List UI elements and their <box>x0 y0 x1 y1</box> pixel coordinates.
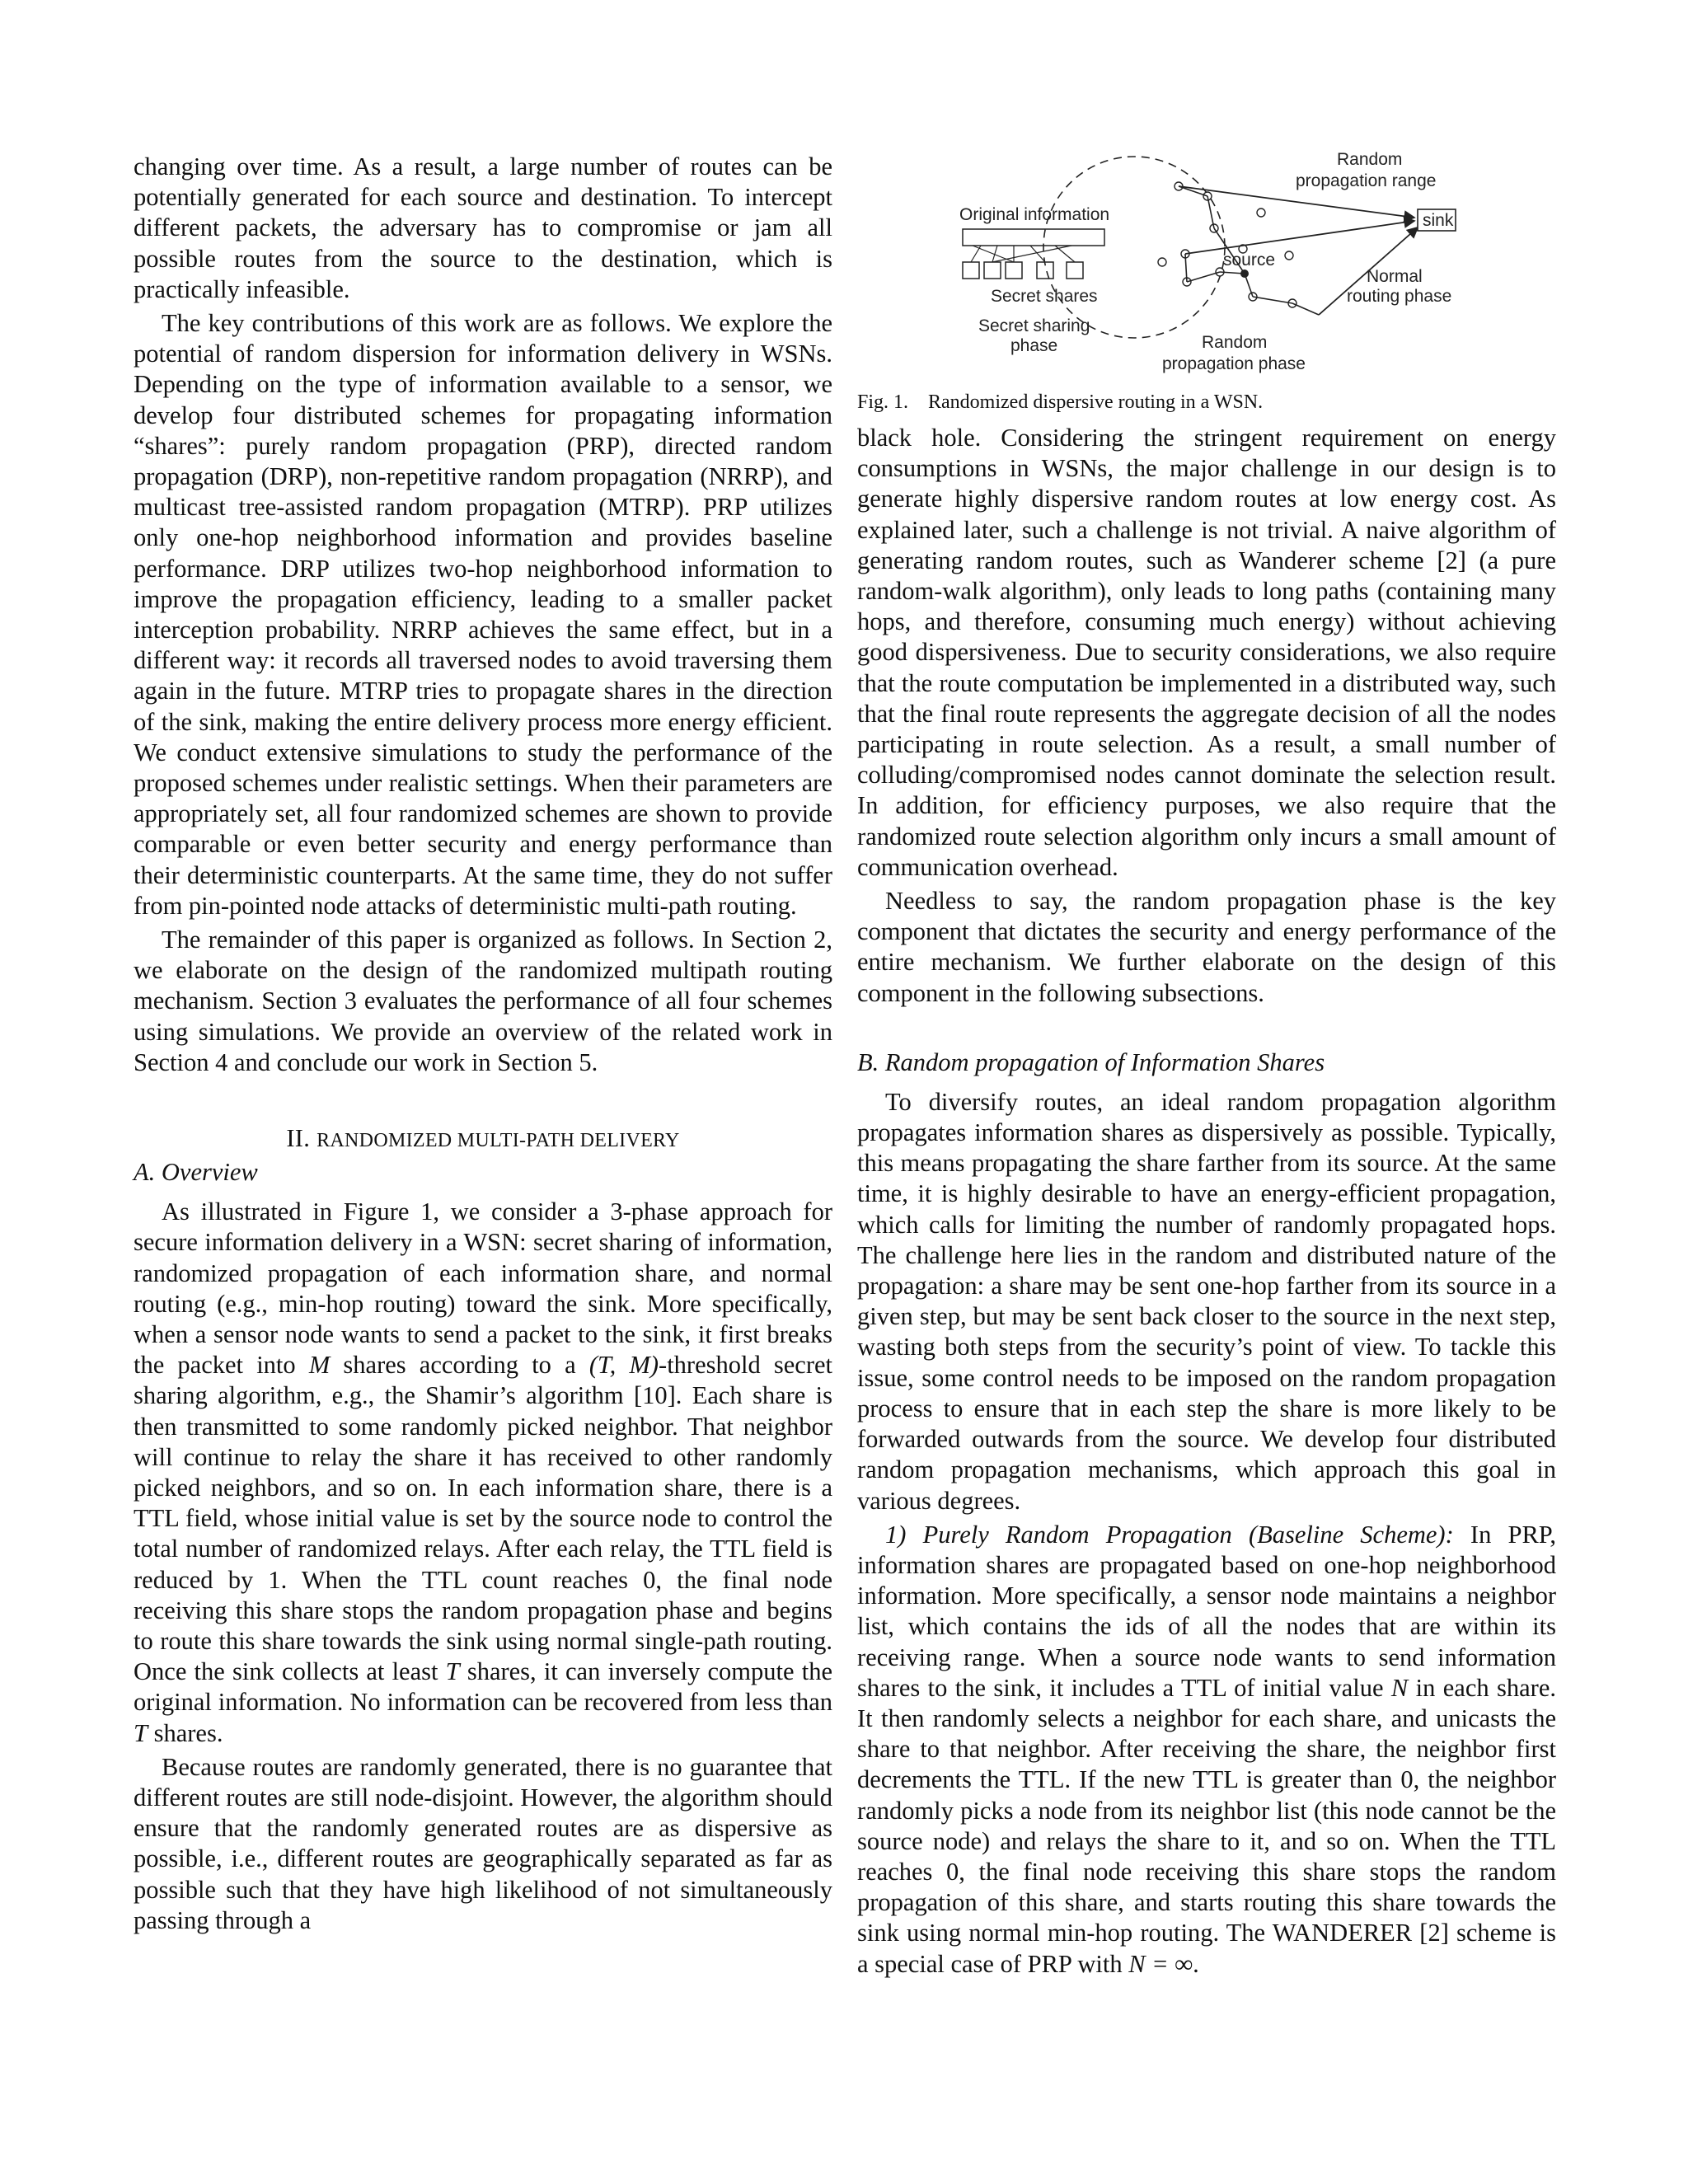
share-box <box>984 262 1001 279</box>
label-sink: sink <box>1423 211 1454 230</box>
node <box>1158 258 1166 266</box>
label-secret-sharing-phase: phase <box>1010 336 1058 355</box>
paragraph: The key contributions of this work are as follows. We explore the potential of random dispersion for information delivery in WSNs. Depending on the type of information available to a sensor, we develop four distributed schemes for propagating information “shares”: purely random propagation (PRP), directed random propagation (DRP), non-repetitive random propagation (NRRP), and multicast tree-assisted random propagation (MTRP). PRP utilizes only one-hop neighborhood information and provides baseline performance. DRP utilizes two-hop neighborhood information to improve the propagation efficiency, leading to a smaller packet interception probability. NRRP achieves the same effect, but in a different way: it records all traversed nodes to avoid traversing them again in the future. MTRP tries to propagate shares in the direction of the sink, making the entire delivery process more energy efficient. We conduct extensive simulations to study the performance of the proposed schemes under realistic settings. When their parameters are appropriately set, all four randomized schemes are shown to provide comparable or even better security and energy performance than their deterministic counterparts. At the same time, they do not suffer from pin-pointed node attacks of deterministic multi-path routing. <box>134 309 832 920</box>
label-original-information: Original information <box>959 205 1110 224</box>
dispersive-routing-diagram <box>857 142 1556 389</box>
caption-text: Randomized dispersive routing in a WSN. <box>928 391 1264 413</box>
random-propagation-range <box>1043 157 1225 338</box>
paragraph <box>134 1197 832 1749</box>
figure-caption <box>857 391 1263 414</box>
paragraph: The remainder of this paper is organized as follows. In Section 2, we elaborate on the design of the randomized multipath routing mechanism. Section 3 evaluates the performance of all four schemes using simulations. We provide an overview of the related work in Section 4 and conclude our work in Section 5. <box>134 926 832 1076</box>
share-box <box>963 262 979 279</box>
label-random-range: Random <box>1337 150 1403 169</box>
node <box>1285 251 1293 260</box>
paragraph: Because routes are randomly generated, there is no guarantee that different routes are still node-disjoint. However, the algorithm should ensure that the randomly generated routes are as dispersive as possible, i.e., different routes are geographically separated as far as possible such that they have high likelihood of not simultaneously passing through a <box>134 1752 832 1934</box>
section-title: RANDOMIZED MULTI-PATH DELIVERY <box>316 1130 680 1152</box>
paragraph: To diversify routes, an ideal random propagation algorithm propagates information shares as dispersively as possible. Typically, this means propagating the share farther from its source. At the same time, it is highly desirable to have an energy-efficient propagation, which calls for limiting the number of randomly propagated hops. The challenge here lies in the random and distributed nature of the propagation: a share may be sent one-hop farther from its source in a given step, but may be sent back closer to the source in the next step, wasting both steps from the security’s point of view. To tackle this issue, some control needs to be imposed on the random propagation process to ensure that in each step the share is more likely to be forwarded outwards from the source. We develop four distributed random propagation mechanisms, which approach this goal in various degrees. <box>857 1087 1556 1515</box>
secret-share-boxes <box>963 262 1083 279</box>
original-information-box <box>963 229 1104 246</box>
text-run: In PRP, information shares are propagated based on one-hop neighborhood information. More specifically, a sensor node maintains a neighbor list, which contains the ids of all the nodes that are within its receiving range. When a source node wants to send information shares to the sink, it includes a TTL of initial value <box>857 1520 1556 1702</box>
label-random-phase: propagation phase <box>1162 354 1306 373</box>
section-number: II. <box>286 1124 311 1153</box>
label-normal-routing: routing phase <box>1347 287 1452 306</box>
subsection-heading: B. Random propagation of Information Shares <box>857 1047 1325 1076</box>
math: N <box>1390 1673 1409 1702</box>
label-secret-sharing-phase: Secret sharing <box>978 316 1090 335</box>
math: N = ∞ <box>1128 1949 1193 1978</box>
caption-number: Fig. 1. <box>857 391 909 413</box>
text-run: in each share. It then randomly selects a neighbor for each share, and unicasts the share to that neighbor. After receiving the share, the neighbor first decrements the TTL. If the new TTL is greater than 0, the neighbor randomly picks a node from its neighbor list (this node cannot be the source node) and relays the share to it, and so on. When the TTL reaches 0, the final node receiving this share stops the random propagation of this share, and starts routing this share towards the sink using normal min-hop routing. The WANDERER [2] scheme is a special case of PRP with <box>857 1673 1556 1978</box>
text-run: shares according to a <box>330 1351 589 1380</box>
share-box <box>1006 262 1022 279</box>
paragraph: black hole. Considering the stringent requirement on energy consumptions in WSNs, the major challenge in our design is to generate highly dispersive random routes at low energy cost. As explained later, such a challenge is not trivial. A naive algorithm of generating random routes, such as Wanderer scheme [2] (a pure random-walk algorithm), only leads to long paths (containing many hops, and therefore, consuming much energy) without achieving good dispersiveness. Due to security considerations, we also require that the route computation be implemented in a distributed way, such that the final route represents the aggregate decision of all the nodes participating in route selection. As a result, a small number of colluding/compromised nodes cannot dominate the selection result. In addition, for efficiency purposes, we also require that the randomized route selection algorithm only incurs a small amount of communication overhead. <box>857 424 1556 881</box>
sharing-lines <box>971 246 1075 262</box>
text-run: -threshold secret sharing algorithm, e.g., the Shamir’s algorithm [10]. Each share is then transmitted to some randomly picked neighbor. That neighbor will continue to relay the share it has received to other randomly picked neighbors, and so on. In each information share, there is a TTL field, whose initial value is set by the source node to control the total number of randomized relays. After each relay, the TTL field is reduced by 1. When the TTL count reaches 0, the final node receiving this share stops the random propagation phase and begins to route this share towards the sink using normal single-path routing. Once the sink collects at least <box>134 1351 832 1686</box>
label-normal-routing: Normal <box>1367 267 1423 286</box>
math: T <box>445 1657 460 1686</box>
text-run: shares, it can inversely compute the original information. No information can be recovered from less than <box>134 1657 832 1717</box>
math: (T, M) <box>588 1351 659 1380</box>
text-run: . <box>1193 1949 1199 1978</box>
left-column <box>134 152 832 1936</box>
paragraph: Needless to say, the random propagation phase is the key component that dictates the security and energy performance of the entire mechanism. We further elaborate on the design of this component in the following subsections. <box>857 887 1556 1007</box>
label-random-range: propagation range <box>1296 171 1437 190</box>
text-run: shares. <box>147 1718 223 1747</box>
share-box <box>1067 262 1083 279</box>
node <box>1257 209 1265 217</box>
math: T <box>134 1718 148 1747</box>
figure-1 <box>857 142 1556 422</box>
label-secret-shares: Secret shares <box>991 287 1098 306</box>
text-run: As illustrated in Figure 1, we consider a 3-phase approach for secure information delivery in a WSN: secret sharing of information, randomized propagation of each information share, and normal routing (e.g., min-hop routing) toward the sink. More specifically, when a sensor node wants to send a packet to the sink, it first breaks the packet into <box>134 1197 832 1380</box>
label-random-phase: Random <box>1202 333 1268 352</box>
subsection-heading: A. Overview <box>134 1158 258 1187</box>
sensor-nodes <box>1158 182 1296 307</box>
label-source: source <box>1223 251 1276 269</box>
section-heading <box>134 1124 832 1153</box>
math: M <box>308 1351 331 1380</box>
right-column <box>857 423 1556 1980</box>
paragraph <box>857 1520 1556 1980</box>
run-in-heading: 1) Purely Random Propagation (Baseline Scheme): <box>885 1520 1454 1549</box>
paragraph: changing over time. As a result, a large number of routes can be potentially generated for each source and destination. To intercept different packets, the adversary has to compromise or jam all possible routes from the source to the destination, which is practically infeasible. <box>134 152 832 303</box>
